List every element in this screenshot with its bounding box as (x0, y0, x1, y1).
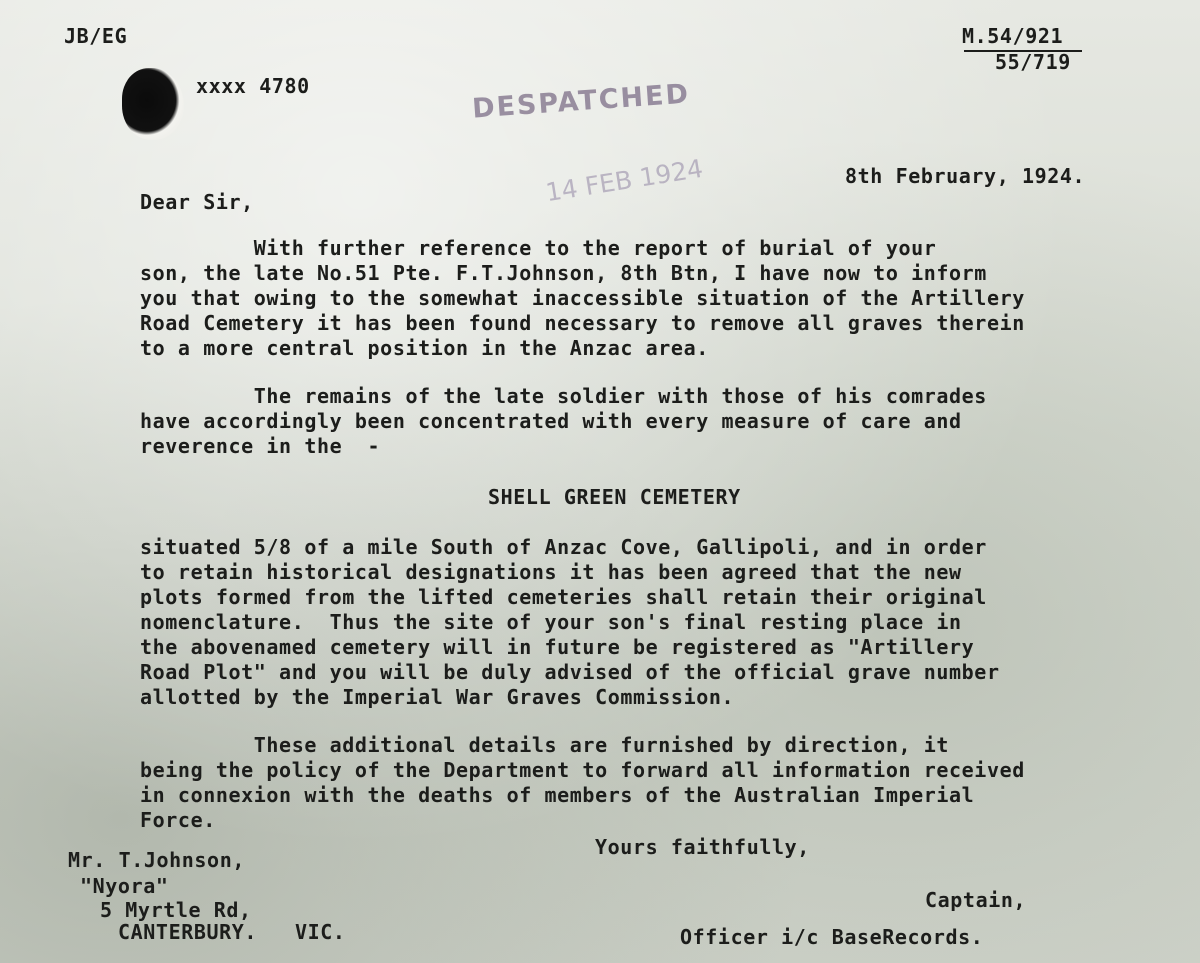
paragraph-line: the abovenamed cemetery will in future be registered as "Artillery (140, 635, 975, 659)
paragraph-line: With further reference to the report of burial of your (140, 236, 937, 260)
letter-date: 8th February, 1924. (845, 164, 1086, 188)
despatched-stamp: DESPATCHED (471, 78, 691, 125)
paragraph-1 (140, 236, 1025, 361)
paragraph-line: These additional details are furnished by direction, it (140, 733, 950, 757)
typist-initials: JB/EG (64, 24, 128, 48)
paragraph-line: Force. (140, 808, 216, 832)
paragraph-line: allotted by the Imperial War Graves Commission. (140, 685, 735, 709)
paragraph-line: reverence in the - (140, 434, 381, 458)
despatch-date-stamp: 14 FEB 1924 (543, 153, 705, 208)
paragraph-line: nomenclature. Thus the site of your son's final resting place in (140, 610, 962, 634)
punch-hole (122, 68, 184, 140)
cemetery-name: SHELL GREEN CEMETERY (488, 485, 741, 509)
closing: Yours faithfully, (595, 835, 810, 859)
paragraph-line: The remains of the late soldier with those of his comrades (140, 384, 987, 408)
paragraph-3 (140, 535, 1000, 710)
signatory-rank: Captain, (925, 888, 1027, 912)
paragraph-line: to a more central position in the Anzac area. (140, 336, 709, 360)
address-line-1: Mr. T.Johnson, (68, 848, 245, 872)
address-line-4: CANTERBURY. VIC. (118, 920, 346, 944)
file-reference-1: M.54/921 (962, 24, 1064, 48)
paragraph-line: son, the late No.51 Pte. F.T.Johnson, 8th Btn, I have now to inform (140, 261, 987, 285)
paragraph-line: have accordingly been concentrated with every measure of care and (140, 409, 962, 433)
paragraph-line: in connexion with the deaths of members of the Australian Imperial (140, 783, 975, 807)
paragraph-line: to retain historical designations it has been agreed that the new (140, 560, 962, 584)
paragraph-line: situated 5/8 of a mile South of Anzac Cove, Gallipoli, and in order (140, 535, 987, 559)
record-number: xxxx 4780 (196, 74, 310, 98)
paragraph-4 (140, 733, 1025, 833)
paragraph-line: Road Cemetery it has been found necessary to remove all graves therein (140, 311, 1025, 335)
paragraph-line: plots formed from the lifted cemeteries shall retain their original (140, 585, 987, 609)
paragraph-line: being the policy of the Department to forward all information received (140, 758, 1025, 782)
paragraph-line: you that owing to the somewhat inaccessible situation of the Artillery (140, 286, 1025, 310)
address-line-3: 5 Myrtle Rd, (100, 898, 252, 922)
paragraph-line: Road Plot" and you will be duly advised of the official grave number (140, 660, 1000, 684)
address-line-2: "Nyora" (80, 874, 169, 898)
file-reference-2: 55/719 (995, 50, 1071, 74)
salutation: Dear Sir, (140, 190, 254, 214)
paragraph-2 (140, 384, 987, 459)
signatory-office: Officer i/c BaseRecords. (680, 925, 984, 949)
